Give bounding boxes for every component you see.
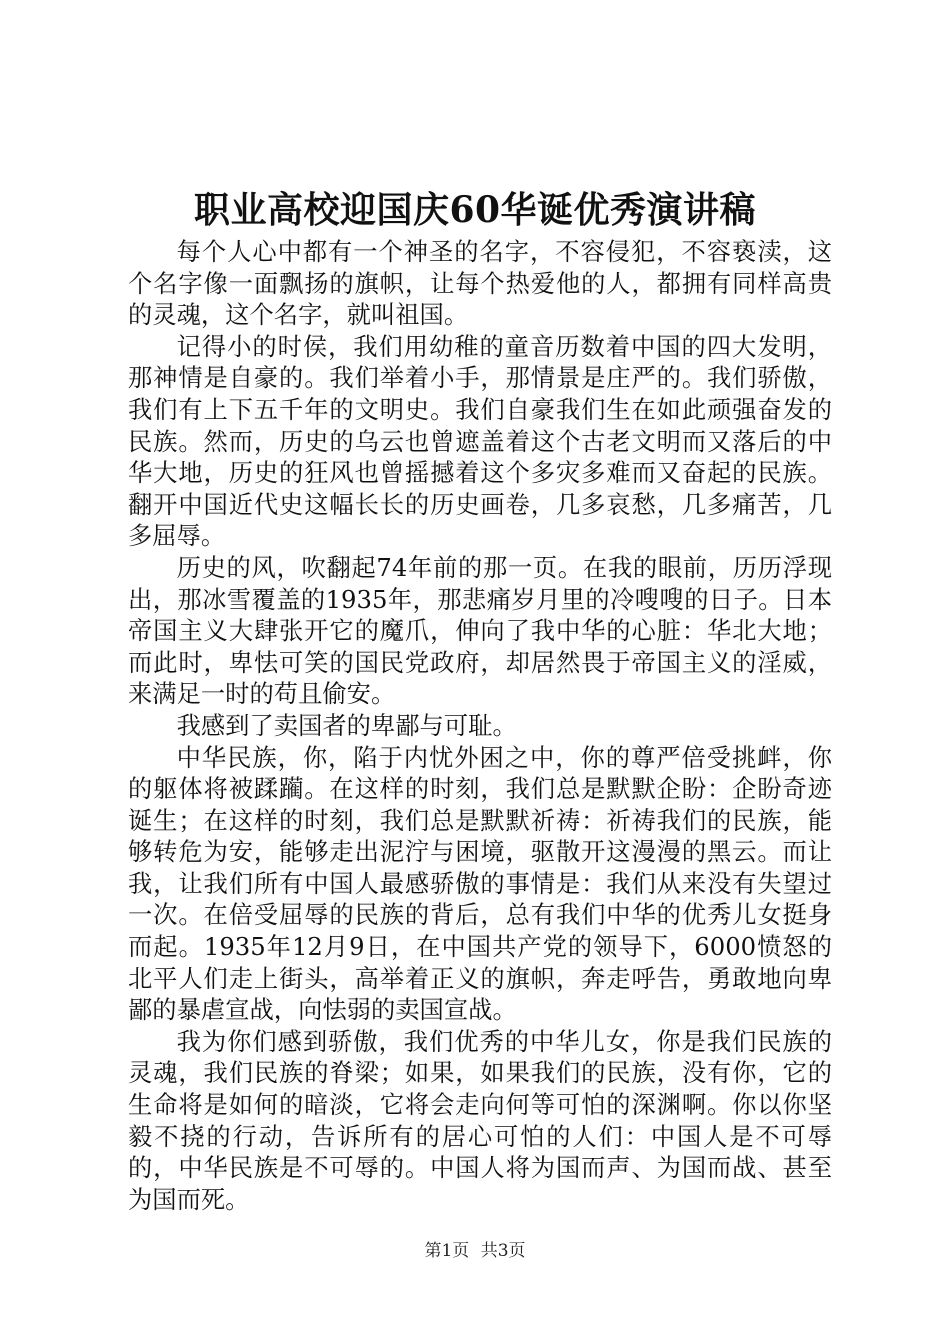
paragraph: 历史的风，吹翻起74年前的那一页。在我的眼前，历历浮现出，那冰雪覆盖的1935年，那悲痛岁月里的冷嗖嗖的日子。日本帝国主义大肆张开它的魔爪，伸向了我中华的心脏：华北大地；而此时，卑怯可笑的国民党政府，却居然畏于帝国主义的淫威，来满足一时的苟且偷安。: [128, 552, 832, 709]
page-number-current: 第1页: [424, 1241, 470, 1261]
page-footer: [0, 1240, 950, 1262]
paragraph: 我为你们感到骄傲，我们优秀的中华儿女，你是我们民族的灵魂，我们民族的脊梁；如果，如果我们的民族，没有你，它的生命将是如何的暗淡，它将会走向何等可怕的深渊啊。你以你坚毅不挠的行动，告诉所有的居心可怕的人们：中国人是不可辱的，中华民族是不可辱的。中国人将为国而声、为国而战、甚至为国而死。: [128, 1026, 832, 1214]
document-body: [128, 236, 832, 1215]
paragraph: 每个人心中都有一个神圣的名字，不容侵犯，不容亵渎，这个名字像一面飘扬的旗帜，让每个热爱他的人，都拥有同样高贵的灵魂，这个名字，就叫祖国。: [128, 237, 832, 330]
page-title: 职业高校迎国庆60华诞优秀演讲稿: [193, 189, 757, 231]
paragraph: 我感到了卖国者的卑鄙与可耻。: [176, 710, 517, 740]
page-number-total: 共3页: [480, 1241, 526, 1261]
paragraph: 记得小的时侯，我们用幼稚的童音历数着中国的四大发明，那神情是自豪的。我们举着小手，那情景是庄严的。我们骄傲，我们有上下五千年的文明史。我们自豪我们生在如此顽强奋发的民族。然而，历史的乌云也曾遮盖着这个古老文明而又落后的中华大地，历史的狂风也曾摇撼着这个多灾多难而又奋起的民族。翻开中国近代史这幅长长的历史画卷，几多哀愁，几多痛苦，几多屈辱。: [128, 331, 832, 551]
paragraph: 中华民族，你，陷于内忧外困之中，你的尊严倍受挑衅，你的躯体将被蹂躏。在这样的时刻，我们总是默默企盼：企盼奇迹诞生；在这样的时刻，我们总是默默祈祷：祈祷我们的民族，能够转危为安，能够走出泥泞与困境，驱散开这漫漫的黑云。而让我，让我们所有中国人最感骄傲的事情是：我们从来没有失望过一次。在倍受屈辱的民族的背后，总有我们中华的优秀儿女挺身而起。1935年12月9日，在中国共产党的领导下，6000愤怒的北平人们走上街头，高举着正义的旗帜，奔走呼告，勇敢地向卑鄙的暴虐宣战，向怯弱的卖国宣战。: [128, 742, 832, 1025]
